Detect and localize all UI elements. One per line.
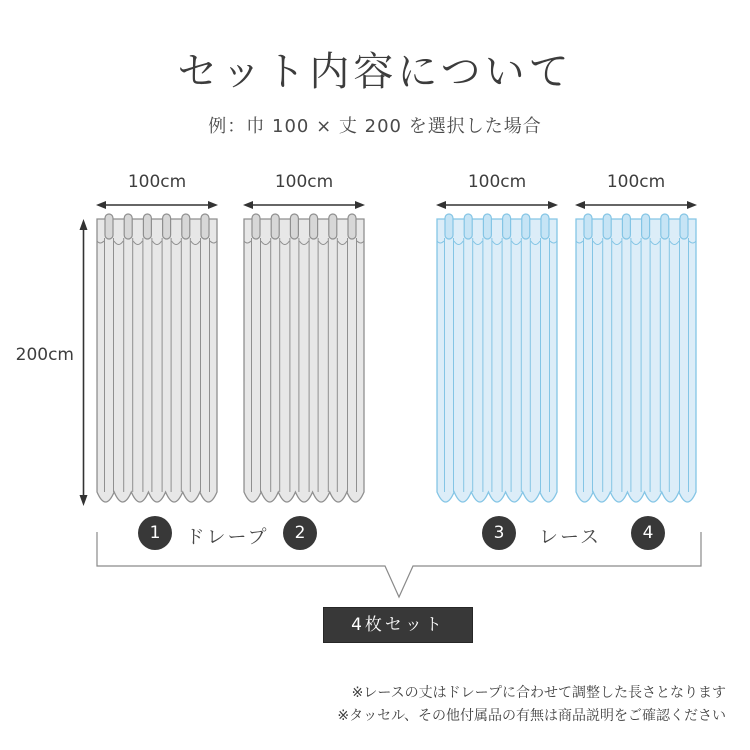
footnote-2: ※タッセル、その他付属品の有無は商品説明をご確認ください xyxy=(337,708,726,724)
badge-3: 3 xyxy=(482,516,516,550)
width-arrow-icon xyxy=(575,199,697,211)
drape-curtain-2-illustration xyxy=(243,212,365,504)
height-label: 200cm xyxy=(15,345,74,365)
group-bracket xyxy=(92,528,706,602)
height-arrow-icon xyxy=(77,219,90,506)
width-arrow-icon xyxy=(243,199,365,211)
lace-curtain-2-illustration xyxy=(575,212,697,504)
footnotes xyxy=(337,682,726,728)
page-subtitle: 例：巾 100 × 丈 200 を選択した場合 xyxy=(208,116,542,137)
lace-curtain-1-illustration xyxy=(436,212,558,504)
page-title: セット内容について xyxy=(177,49,573,95)
set-count-badge: 4枚セット xyxy=(323,607,473,643)
drape-curtain-1-illustration xyxy=(96,212,218,504)
badge-4: 4 xyxy=(631,516,665,550)
badge-2: 2 xyxy=(283,516,317,550)
width-label-3: 100cm xyxy=(467,172,527,192)
width-arrow-icon xyxy=(436,199,558,211)
width-arrow-icon xyxy=(96,199,218,211)
width-label-1: 100cm xyxy=(127,172,187,192)
lace-label: レース xyxy=(538,526,602,548)
badge-1: 1 xyxy=(138,516,172,550)
footnote-1: ※レースの丈はドレープに合わせて調整した長さとなります xyxy=(351,685,726,701)
width-label-4: 100cm xyxy=(606,172,666,192)
width-label-2: 100cm xyxy=(274,172,334,192)
drape-label: ドレープ xyxy=(185,526,269,548)
